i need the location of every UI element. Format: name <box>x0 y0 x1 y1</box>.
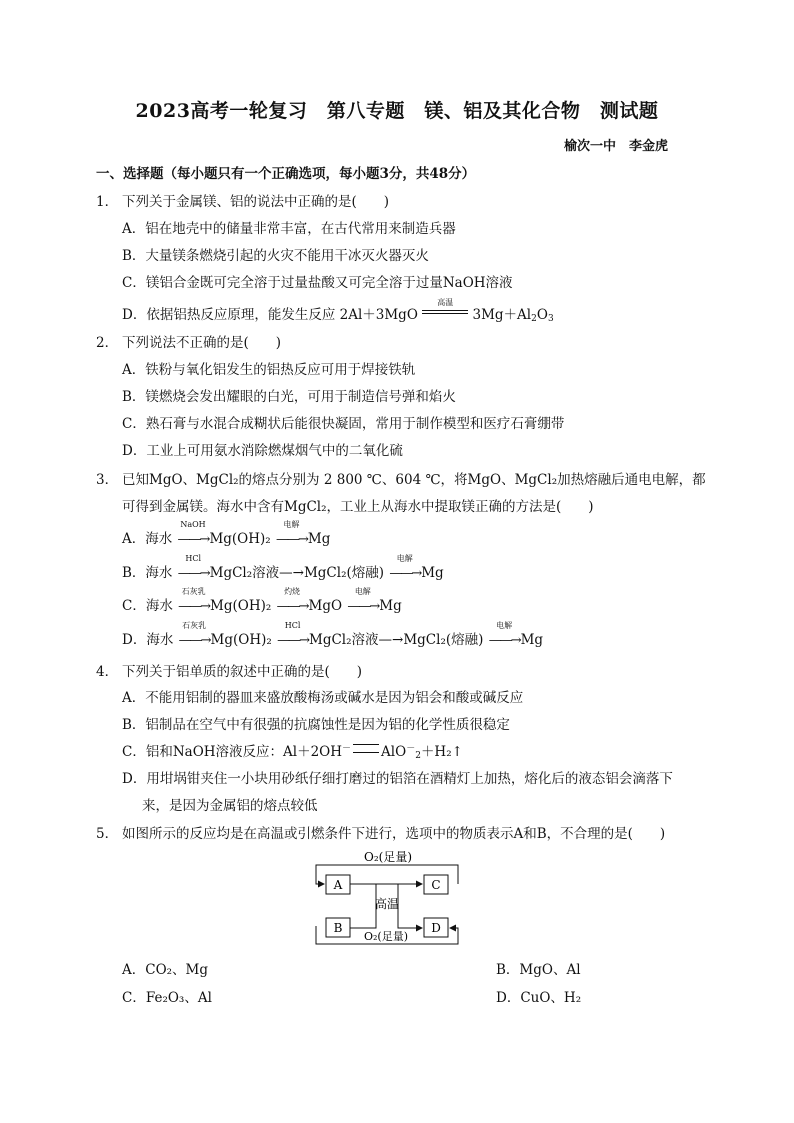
reagent-label: 电解 <box>496 621 513 630</box>
subscript: 2 <box>531 314 537 324</box>
question-2-stem <box>96 331 281 351</box>
equation-right: ＋H₂↑ <box>420 744 463 760</box>
q4-option-c <box>122 740 463 761</box>
question-number: 1． <box>96 194 119 210</box>
bottom-o2-label: O₂(足量) <box>363 930 409 943</box>
top-o2-label: O₂(足量) <box>363 850 413 864</box>
q5-option-b: B．MgO、Al <box>496 962 581 978</box>
reaction-arrow <box>177 554 209 581</box>
high-temp-equals-sign <box>422 298 468 317</box>
q5-option-d: D．CuO、H₂ <box>496 990 582 1006</box>
reaction-arrow <box>276 587 308 614</box>
reagent-label: HCl <box>185 554 201 563</box>
reaction-arrow <box>347 587 379 614</box>
arrow-icon: ——→ <box>347 599 379 614</box>
reagent-label: 电解 <box>283 520 300 529</box>
option-label: D．海水 <box>122 632 174 648</box>
box-b-label: B <box>333 921 343 935</box>
question-text: 下列关于铝单质的叙述中正确的是( ) <box>122 664 363 680</box>
reagent-label: 电解 <box>354 587 371 596</box>
intermediate: MgO <box>308 598 343 614</box>
reaction-diagram <box>310 846 470 948</box>
q4-option-a: A．不能用铝制的器皿来盛放酸梅汤或碱水是因为铝会和酸或碱反应 <box>122 690 524 706</box>
intermediate: Mg(OH)₂ <box>210 598 272 614</box>
q4-option-d: D．用坩埚钳夹住一小块用砂纸仔细打磨过的铝箔在酒精灯上加热，熔化后的液态铝会滴落下 <box>122 771 673 787</box>
q3-option-a <box>122 520 331 547</box>
product: Mg <box>520 632 544 648</box>
product: Mg <box>307 531 331 547</box>
question-3-stem-cont: 可得到金属镁。海水中含有MgCl₂，工业上从海水中提取镁正确的方法是( ) <box>122 499 594 515</box>
q2-option-c: C．熟石膏与水混合成糊状后能很快凝固，常用于制作模型和医疗石膏绷带 <box>122 416 565 432</box>
page-title: 2023高考一轮复习 第八专题 镁、铝及其化合物 测试题 <box>135 100 659 122</box>
box-a-label: A <box>333 878 343 892</box>
question-text: 下列说法不正确的是( ) <box>122 335 282 351</box>
product: Mg <box>421 565 444 581</box>
reagent-label: 石灰乳 <box>182 621 207 630</box>
question-1-stem <box>96 190 389 210</box>
question-number: 5． <box>96 826 119 842</box>
reagent-label: 石灰乳 <box>181 587 206 596</box>
formula-alo2: AlO <box>381 744 407 760</box>
q1-d-product: 3Mg＋Al <box>472 307 532 323</box>
reaction-arrow <box>488 621 520 648</box>
q4-option-d-cont: 来，是因为金属铝的熔点较低 <box>142 798 318 814</box>
arrow-icon: ——→ <box>177 566 209 581</box>
superscript: － <box>342 744 352 754</box>
option-label: A．海水 <box>122 531 173 547</box>
subscript: 3 <box>547 314 554 324</box>
condition-label: 高温 <box>437 298 454 307</box>
q3-option-b <box>122 554 444 581</box>
reaction-arrow <box>276 520 307 547</box>
intermediate: MgCl₂溶液—→MgCl₂(熔融) <box>309 632 484 648</box>
q5-option-c: C．Fe₂O₃、Al <box>122 990 212 1006</box>
question-5-stem <box>96 822 665 842</box>
q2-option-a: A．铁粉与氧化铝发生的铝热反应可用于焊接铁轨 <box>122 362 416 378</box>
q1-option-c: C．镁铝合金既可完全溶于过量盐酸又可完全溶于过量NaOH溶液 <box>122 275 513 291</box>
intermediate: MgCl₂溶液—→MgCl₂(熔融) <box>209 565 385 581</box>
author-line: 榆次一中 李金虎 <box>563 139 668 154</box>
q1-option-b: B．大量镁条燃烧引起的火灾不能用干冰灭火器灭火 <box>122 248 429 264</box>
reaction-arrow <box>177 520 209 547</box>
question-text: 如图所示的反应均是在高温或引燃条件下进行，选项中的物质表示A和B，不合理的是( ) <box>122 826 666 842</box>
arrow-icon: ——→ <box>389 566 421 581</box>
reaction-arrow <box>178 587 210 614</box>
reagent-label: 灼烧 <box>284 587 301 596</box>
intermediate: Mg(OH)₂ <box>210 632 272 648</box>
subscript: 2 <box>415 751 421 761</box>
reagent-label: 电解 <box>396 554 413 563</box>
center-condition-label: 高温 <box>374 897 400 911</box>
option-label: B．海水 <box>122 565 173 581</box>
equals-sign <box>353 744 379 753</box>
reagent-label: NaOH <box>180 520 206 529</box>
reaction-arrow <box>178 621 210 648</box>
equation-left: C．铝和NaOH溶液反应：Al＋2OH <box>122 744 343 760</box>
question-text: 已知MgO、MgCl₂的熔点分别为 2 800 ℃、604 ℃，将MgO、MgCl₂加热熔融后通电电解，都 <box>122 472 706 488</box>
arrow-icon: ——→ <box>276 532 307 547</box>
question-number: 4． <box>96 664 119 680</box>
question-3-stem <box>96 468 706 488</box>
reagent-label: HCl <box>284 621 301 630</box>
q2-option-b: B．镁燃烧会发出耀眼的白光，可用于制造信号弹和焰火 <box>122 389 456 405</box>
q1-option-d <box>122 298 554 324</box>
section-heading: 一、选择题（每小题只有一个正确选项，每小题3分，共48分） <box>96 166 476 182</box>
q3-option-c <box>122 587 402 614</box>
arrow-icon: ——→ <box>276 599 308 614</box>
arrow-icon: ——→ <box>488 633 520 648</box>
question-4-stem <box>96 660 362 680</box>
superscript: － <box>406 744 416 754</box>
q1-d-text: D．依据铝热反应原理，能发生反应 2Al＋3MgO <box>122 307 418 323</box>
reaction-arrow <box>277 621 308 648</box>
arrow-icon: ——→ <box>178 599 210 614</box>
arrow-icon: ——→ <box>177 532 209 547</box>
question-number: 2． <box>96 335 119 351</box>
arrow-icon: ——→ <box>178 633 210 648</box>
product: Mg <box>379 598 402 614</box>
arrow-icon: ——→ <box>277 633 308 648</box>
q1-option-a: A．铝在地壳中的储量非常丰富，在古代常用来制造兵器 <box>122 221 456 237</box>
q2-option-d: D．工业上可用氨水消除燃煤烟气中的二氧化硫 <box>122 443 403 459</box>
q4-option-b: B．铝制品在空气中有很强的抗腐蚀性是因为铝的化学性质很稳定 <box>122 717 510 733</box>
question-text: 下列关于金属镁、铝的说法中正确的是( ) <box>122 194 390 210</box>
question-number: 3． <box>96 472 119 488</box>
q5-option-a: A．CO₂、Mg <box>122 962 209 978</box>
intermediate: Mg(OH)₂ <box>209 531 271 547</box>
reaction-arrow <box>389 554 421 581</box>
formula-o: O <box>536 307 548 323</box>
box-c-label: C <box>431 878 441 892</box>
option-label: C．海水 <box>122 598 173 614</box>
q3-option-d <box>122 621 544 648</box>
box-d-label: D <box>431 921 441 935</box>
